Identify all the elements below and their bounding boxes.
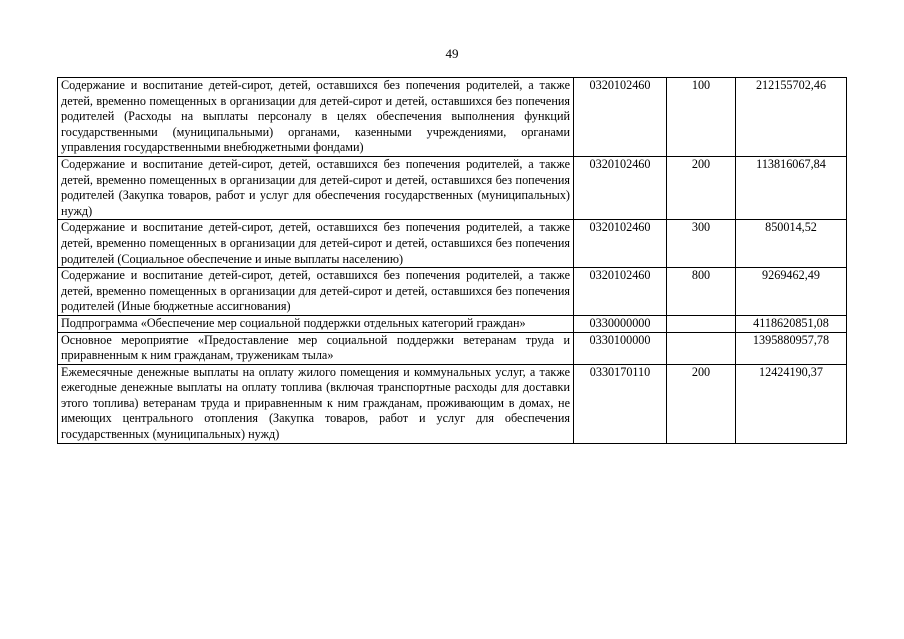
row-expense-type: 200 [667, 156, 736, 219]
row-expense-type [667, 315, 736, 332]
table-row [58, 78, 847, 157]
row-target-code: 0330100000 [574, 332, 667, 364]
row-expense-type: 800 [667, 268, 736, 316]
row-expense-type: 100 [667, 78, 736, 157]
table-row [58, 315, 847, 332]
row-amount: 113816067,84 [736, 156, 847, 219]
row-description: Содержание и воспитание детей-сирот, детей, оставшихся без попечения родителей, а также детей, временно помещенных в организации для детей-сирот и детей, оставшихся без попечения родителей (Расходы на выплаты персоналу в целях обеспечения выполнения функций государственными (муниципальными) органами, казенными учреждениями, органами управления государственными внебюджетными фондами) [58, 78, 574, 157]
row-expense-type [667, 332, 736, 364]
row-amount: 1395880957,78 [736, 332, 847, 364]
row-target-code: 0320102460 [574, 78, 667, 157]
row-description: Содержание и воспитание детей-сирот, детей, оставшихся без попечения родителей, а также детей, временно помещенных в организации для детей-сирот и детей, оставшихся без попечения родителей (Закупка товаров, работ и услуг для обеспечения государственных (муниципальных) нужд) [58, 156, 574, 219]
row-amount: 212155702,46 [736, 78, 847, 157]
row-description: Основное мероприятие «Предоставление мер социальной поддержки ветеранам труда и приравненным к ним гражданам, труженикам тыла» [58, 332, 574, 364]
row-amount: 850014,52 [736, 220, 847, 268]
table-row [58, 220, 847, 268]
budget-table [57, 77, 847, 444]
table-row [58, 156, 847, 219]
row-amount: 12424190,37 [736, 364, 847, 443]
row-description: Ежемесячные денежные выплаты на оплату жилого помещения и коммунальных услуг, а также ежегодные денежные выплаты на оплату топлива (включая транспортные расходы для доставки этого топлива) ветеранам труда и приравненным к ним гражданам, проживающим в домах, не имеющих центрального отопления (Закупка товаров, работ и услуг для обеспечения государственных (муниципальных) нужд) [58, 364, 574, 443]
row-expense-type: 200 [667, 364, 736, 443]
row-description: Содержание и воспитание детей-сирот, детей, оставшихся без попечения родителей, а также детей, временно помещенных в организации для детей-сирот и детей, оставшихся без попечения родителей (Иные бюджетные ассигнования) [58, 268, 574, 316]
row-amount: 4118620851,08 [736, 315, 847, 332]
row-target-code: 0320102460 [574, 156, 667, 219]
row-description: Содержание и воспитание детей-сирот, детей, оставшихся без попечения родителей, а также детей, временно помещенных в организации для детей-сирот и детей, оставшихся без попечения родителей (Социальное обеспечение и иные выплаты населению) [58, 220, 574, 268]
table-row [58, 364, 847, 443]
row-amount: 9269462,49 [736, 268, 847, 316]
row-expense-type: 300 [667, 220, 736, 268]
page-number: 49 [445, 46, 459, 61]
row-description: Подпрограмма «Обеспечение мер социальной поддержки отдельных категорий граждан» [58, 315, 574, 332]
row-target-code: 0320102460 [574, 220, 667, 268]
table-row [58, 332, 847, 364]
table-row [58, 268, 847, 316]
row-target-code: 0320102460 [574, 268, 667, 316]
row-target-code: 0330170110 [574, 364, 667, 443]
row-target-code: 0330000000 [574, 315, 667, 332]
